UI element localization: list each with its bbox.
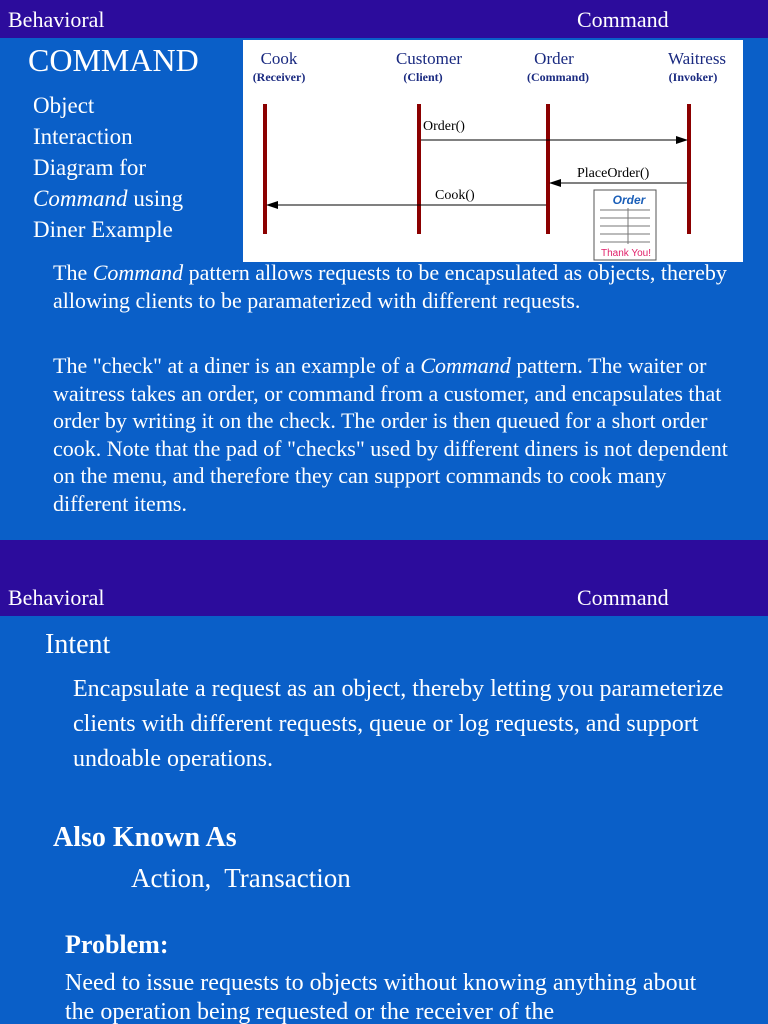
caption-rest: using <box>127 186 184 211</box>
caption-line: Interaction <box>33 124 133 149</box>
header-pattern-name: Command <box>577 7 669 32</box>
actor-role: (Invoker) <box>668 70 718 84</box>
check-footer: Thank You! <box>600 248 652 259</box>
actor-name: Waitress <box>667 49 727 68</box>
italic-term: Command <box>420 353 511 378</box>
command-definition-paragraph <box>53 259 733 314</box>
italic-term: Command <box>92 260 184 285</box>
actor-name: Cook <box>260 49 298 68</box>
slide-header <box>0 578 768 616</box>
caption-line <box>33 183 183 214</box>
actor-role: (Command) <box>527 70 589 84</box>
actor-role: (Receiver) <box>252 70 306 84</box>
text-run: pattern. The waiter or waitress takes an order, or command from a customer, and encapsulates that order by writing it on the check. The order is then queued for a short order cook. Note that the pad of "checks" used by different diners is not dependent on the menu, and therefore they can support commands to cook many different items. <box>53 353 728 516</box>
check-icon <box>594 190 656 260</box>
aka-value: Action, Transaction <box>131 863 351 893</box>
intent-heading: Intent <box>45 629 111 660</box>
caption-line: Diner Example <box>33 217 173 242</box>
slide-command-intent <box>0 578 768 1024</box>
aka-heading: Also Known As <box>53 822 237 853</box>
text-run: The "check" at a diner is an example of a <box>53 353 421 378</box>
diner-example-paragraph <box>53 352 733 517</box>
interaction-diagram-svg <box>243 40 743 262</box>
message-label: Cook() <box>435 188 475 203</box>
interaction-diagram <box>243 40 743 262</box>
header-category: Behavioral <box>8 585 105 610</box>
problem-text: Need to issue requests to objects without knowing anything about the operation being requested or the receiver of the <box>65 970 697 1024</box>
text-run: The <box>53 260 93 285</box>
actor-role: (Client) <box>403 70 443 84</box>
caption-italic: Command <box>33 186 128 211</box>
slide-header <box>0 0 768 38</box>
header-category: Behavioral <box>8 7 105 32</box>
header-pattern-name: Command <box>577 585 669 610</box>
actor-name: Order <box>534 49 574 68</box>
caption-line: Object <box>33 93 95 118</box>
message-label: Order() <box>423 119 465 134</box>
actor-name: Customer <box>395 49 463 68</box>
message-label: PlaceOrder() <box>577 166 650 181</box>
slide-separator <box>0 540 768 578</box>
problem-heading: Problem: <box>65 930 169 959</box>
check-title: Order <box>612 193 646 207</box>
diagram-caption <box>33 90 183 245</box>
slide-title: COMMAND <box>28 42 199 78</box>
intent-text: Encapsulate a request as an object, thereby letting you parameterize clients with different requests, queue or log requests, and support undoable operations. <box>73 676 724 772</box>
caption-line: Diagram for <box>33 155 147 180</box>
text-run: pattern allows requests to be encapsulated as objects, thereby allowing clients to be paramaterized with different requests. <box>53 260 727 313</box>
